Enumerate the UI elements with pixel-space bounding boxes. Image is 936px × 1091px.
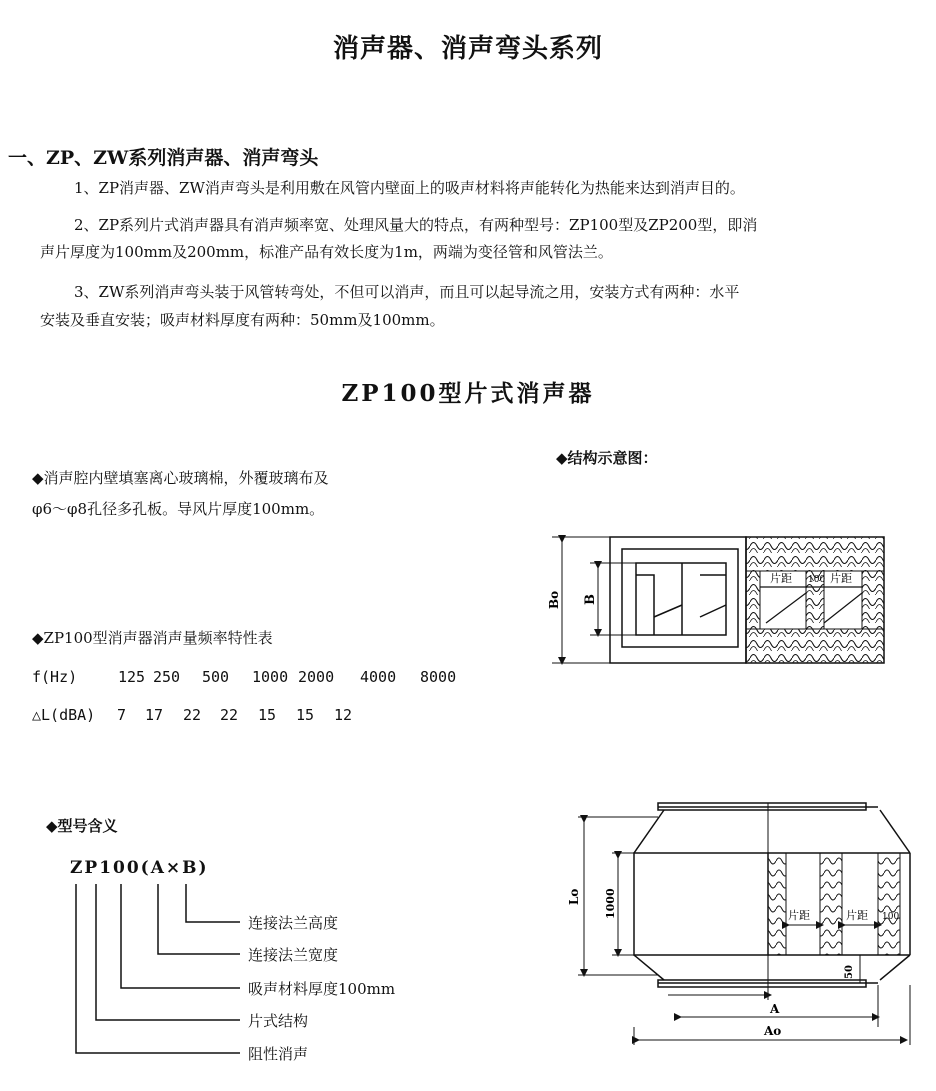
- row2_values-cell: 22: [183, 706, 202, 724]
- dim-a: A: [770, 1002, 780, 1016]
- desc-line-2: φ6～φ8孔径多孔板。导风片厚度100mm。: [32, 500, 325, 518]
- dim-b: B: [583, 594, 598, 605]
- row1_values-cell: 1000: [252, 668, 289, 686]
- paragraph-3a: 3、ZW系列消声弯头装于风管转弯处，不但可以消声，而且可以起导流之用，安装方式有两种：水平: [74, 283, 740, 301]
- end-view-diagram: [540, 525, 900, 680]
- row2_values-cell: 7: [117, 706, 127, 724]
- dim-1000: 1000: [604, 888, 617, 919]
- row2_values-cell: 15: [258, 706, 277, 724]
- model-label-2: 连接法兰宽度: [248, 946, 339, 964]
- paragraph-2a: 2、ZP系列片式消声器具有消声频率宽、处理风量大的特点，有两种型号：ZP100型及ZP200型，即消: [74, 216, 758, 234]
- model-label-1: 连接法兰高度: [248, 914, 339, 932]
- dim-bo: Bo: [547, 590, 561, 609]
- thickness-label: 100: [808, 575, 826, 585]
- plan-view-diagram: [560, 795, 930, 1050]
- desc-line-1: ◆消声腔内壁填塞离心玻璃棉，外覆玻璃布及: [32, 469, 329, 487]
- gap-label-a: 片距: [788, 909, 810, 922]
- gap-label-1: 片距: [770, 572, 792, 585]
- freq-table-title: ◆ZP100型消声器消声量频率特性表: [32, 629, 273, 647]
- model-code: ZP100(A×B): [70, 858, 209, 878]
- diagram-title: ◆结构示意图：: [556, 449, 658, 467]
- row1_values-cell: 500: [202, 668, 230, 686]
- row1_values-cell: 250: [153, 668, 181, 686]
- model-label-4: 片式结构: [248, 1012, 309, 1030]
- row2_values-cell: 12: [334, 706, 353, 724]
- row1_values-cell: 8000: [420, 668, 457, 686]
- dim-50: 50: [844, 965, 855, 979]
- row1_values-cell: 125: [118, 668, 146, 686]
- row1_values-cell: 4000: [360, 668, 397, 686]
- paragraph-1: 1、ZP消声器、ZW消声弯头是利用敷在风管内壁面上的吸声材料将声能转化为热能来达到消声目的。: [74, 179, 745, 197]
- page-title: 消声器、消声弯头系列: [332, 34, 603, 64]
- gap-label-b: 片距: [846, 909, 868, 922]
- paragraph-2b: 声片厚度为100mm及200mm，标准产品有效长度为1m，两端为变径管和风管法兰。: [40, 243, 613, 261]
- model-label-5: 阻性消声: [248, 1045, 309, 1063]
- freq-row-label: f(Hz): [32, 668, 78, 686]
- row2_values-cell: 17: [145, 706, 164, 724]
- model-heading: ◆型号含义: [46, 817, 118, 835]
- paragraph-3b: 安装及垂直安装；吸声材料厚度有两种：50mm及100mm。: [40, 311, 445, 329]
- thickness-label-2: 100: [882, 912, 900, 922]
- dim-lo: Lo: [567, 888, 581, 905]
- gap-label-2: 片距: [830, 572, 852, 585]
- row2_values-cell: 15: [296, 706, 315, 724]
- dl-row-label: △L(dBA): [32, 706, 96, 724]
- subtitle: ZP100型片式消声器: [341, 380, 595, 407]
- row2_values-cell: 22: [220, 706, 239, 724]
- model-label-3: 吸声材料厚度100mm: [248, 980, 396, 998]
- dim-ao: Ao: [764, 1024, 782, 1038]
- row1_values-cell: 2000: [298, 668, 335, 686]
- section-heading: 一、ZP、ZW系列消声器、消声弯头: [8, 147, 319, 169]
